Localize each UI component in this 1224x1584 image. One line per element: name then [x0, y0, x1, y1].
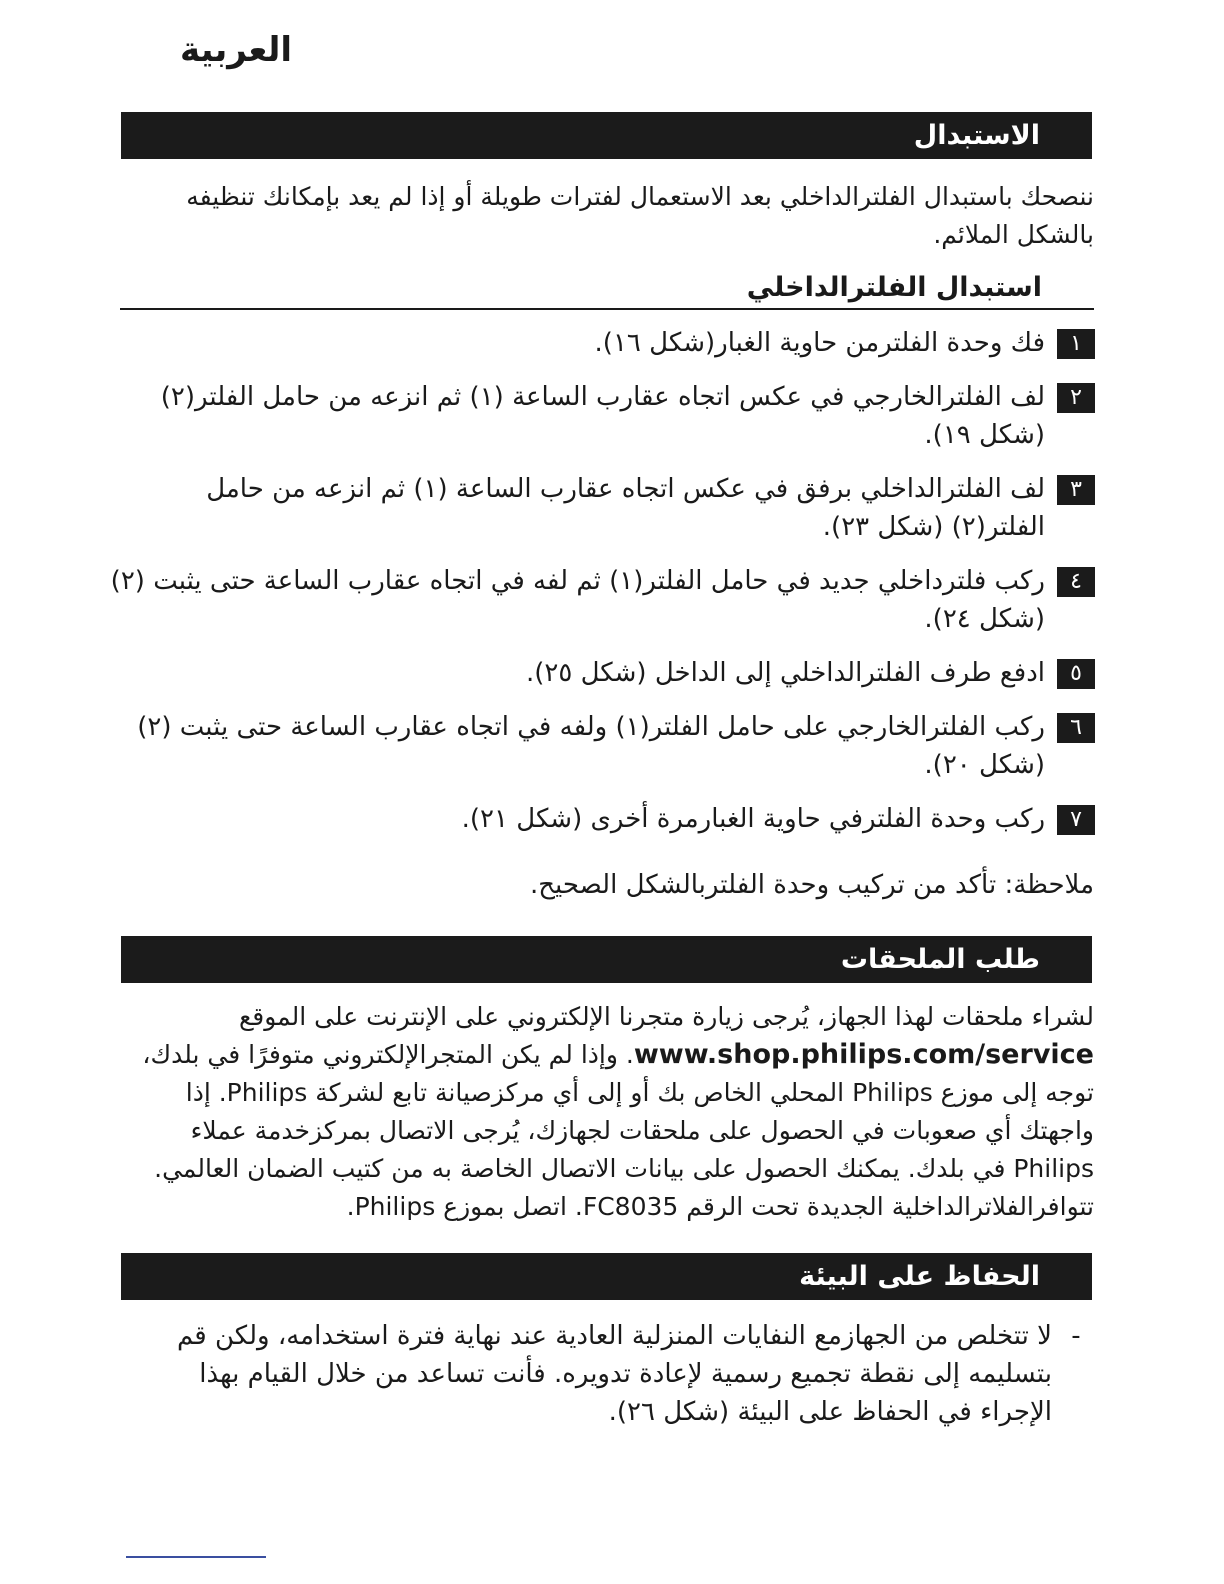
step-text: ركب الفلترالخارجي على حامل الفلتر(١) ولفه في اتجاه عقارب الساعة حتى يثبت (٢) (شكل ٢٠). — [137, 712, 1045, 780]
accessories-text-after: . وإذا لم يكن المتجرالإلكتروني متوفرًا في بلدك، توجه إلى موزع Philips المحلي الخاص بك أو إلى أي مركزصيانة تابع لشركة Philips. إذا واجهتك أي صعوبات في الحصول على ملحقات لجهازك، يُرجى الاتصال بمركزخدمة عملاء Philips في بلدك. يمكنك الحصول على بيانات الاتصال الخاصة به من كتيب الضمان العالمي. تتوافرالفلاترالداخلية الجديدة تحت الرقم FC8035. اتصل بموزع Philips. — [142, 1040, 1094, 1221]
step-text: ركب وحدة الفلترفي حاوية الغبارمرة أخرى (شكل ٢١). — [461, 804, 1045, 834]
step-number: ٢ — [1057, 383, 1095, 413]
step-text: فك وحدة الفلترمن حاوية الغبار(شكل ١٦). — [594, 328, 1045, 358]
accessories-heading: طلب الملحقات — [840, 944, 1040, 975]
accessories-text-before: لشراء ملحقات لهذا الجهاز، يُرجى زيارة متجرنا الإلكتروني على الإنترنت على الموقع — [238, 1002, 1094, 1031]
accessories-heading-bar — [121, 936, 1092, 983]
step-item — [110, 562, 1095, 638]
step-number: ٥ — [1057, 659, 1095, 689]
environment-text: لا تتخلص من الجهازمع النفايات المنزلية العادية عند نهاية فترة استخدامه، ولكن قم بتسليمه إلى نقطة تجميع رسمية لإعادة تدويره. فأنت تساعد من خلال القيام بهذا الإجراء في الحفاظ على البيئة (شكل ٢٦). — [176, 1321, 1052, 1427]
step-item — [110, 470, 1095, 546]
step-item — [110, 654, 1095, 692]
step-text: لف الفلترالداخلي برفق في عكس اتجاه عقارب الساعة (١) ثم انزعه من حامل الفلتر(٢) (شكل ٢٣). — [206, 474, 1045, 542]
step-item — [110, 378, 1095, 454]
step-item — [110, 800, 1095, 838]
step-text: ادفع طرف الفلترالداخلي إلى الداخل (شكل ٢٥). — [525, 658, 1045, 688]
replacement-subheading: استبدال الفلترالداخلي — [120, 266, 1094, 310]
environment-heading: الحفاظ على البيئة — [799, 1261, 1040, 1292]
bullet-dash: - — [1071, 1321, 1081, 1351]
step-number: ٦ — [1057, 713, 1095, 743]
replacement-heading-bar — [121, 112, 1092, 159]
filter-note: ملاحظة: تأكد من تركيب وحدة الفلتربالشكل الصحيح. — [529, 870, 1094, 900]
step-text: ركب فلترداخلي جديد في حامل الفلتر(١) ثم لفه في اتجاه عقارب الساعة حتى يثبت (٢) (شكل ٢٤). — [110, 566, 1045, 634]
replacement-intro: ننصحك باستبدال الفلترالداخلي بعد الاستعمال لفترات طويلة أو إذا لم يعد بإمكانك تنظيفه بالشكل الملائم. — [186, 182, 1094, 249]
steps-list — [110, 324, 1095, 854]
environment-heading-bar — [121, 1253, 1092, 1300]
step-item — [110, 708, 1095, 784]
step-number: ١ — [1057, 329, 1095, 359]
language-title: العربية — [180, 30, 293, 70]
step-number: ٧ — [1057, 805, 1095, 835]
footer-divider — [126, 1556, 266, 1558]
shop-url-link[interactable]: www.shop.philips.com/service — [633, 1039, 1094, 1070]
step-number: ٤ — [1057, 567, 1095, 597]
accessories-paragraph — [120, 998, 1094, 1226]
step-item — [110, 324, 1095, 362]
replacement-heading: الاستبدال — [913, 120, 1040, 151]
step-text: لف الفلترالخارجي في عكس اتجاه عقارب الساعة (١) ثم انزعه من حامل الفلتر(٢) (شكل ١٩). — [160, 382, 1045, 450]
step-number: ٣ — [1057, 475, 1095, 505]
environment-bullet — [120, 1317, 1100, 1431]
